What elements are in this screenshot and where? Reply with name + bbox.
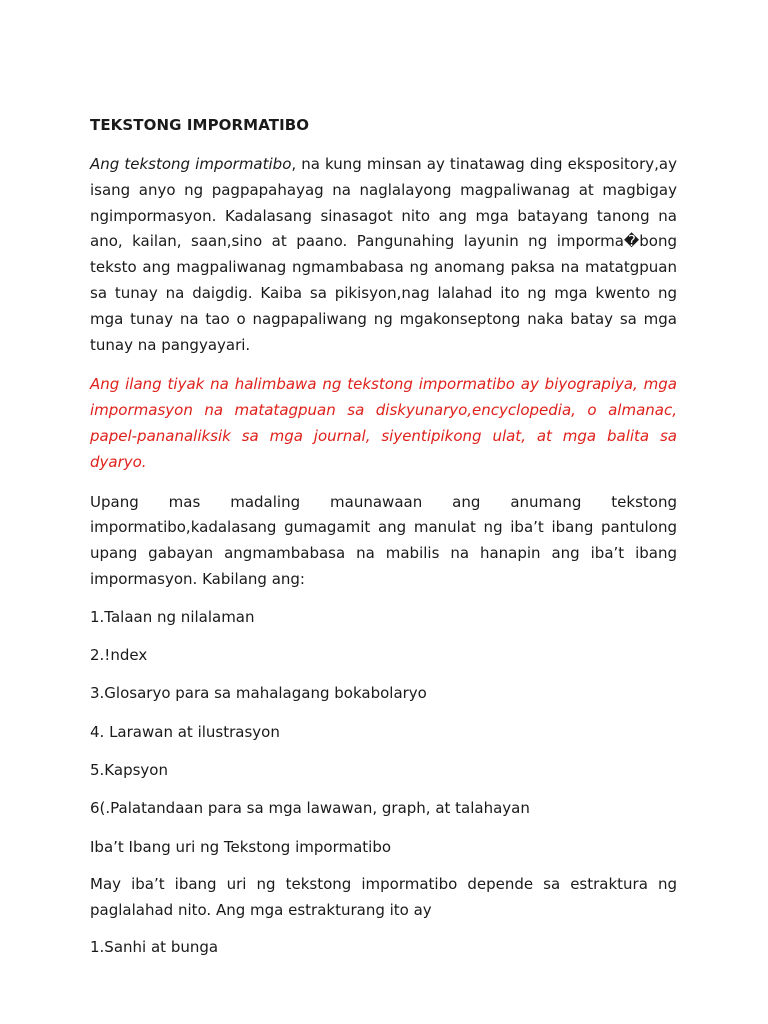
list-item: 6(.Palatandaan para sa mga lawawan, graph, at talahayan (90, 799, 530, 818)
examples-paragraph: Ang ilang tiyak na halimbawa ng tekstong impormatibo ay biyograpiya, mga impormasyon na matatagpuan sa diskyunaryo,encyclopedia, o almanac, papel-pananaliksik sa mga journal, siyentipikong ulat, at mga balita sa dyaryo. (90, 375, 677, 471)
intro-term: Ang tekstong impormatibo (90, 155, 292, 173)
list-item: 5.Kapsyon (90, 760, 168, 779)
list-item: 3.Glosaryo para sa mahalagang bokabolaryo (90, 684, 427, 703)
types-heading: Iba’t Ibang uri ng Tekstong impormatibo (90, 837, 392, 856)
list-item: 1.Talaan ng nilalaman (90, 607, 255, 626)
aids-list (90, 605, 677, 822)
types-list (90, 935, 677, 961)
types-intro-paragraph: May iba’t ibang uri ng tekstong impormatibo depende sa estraktura ng paglalahad nito. Ang mga estrakturang ito ay (90, 875, 677, 920)
intro-paragraph (90, 152, 677, 358)
document-title: TEKSTONG IMPORMATIBO (90, 116, 310, 134)
aids-intro-paragraph: Upang mas madaling maunawaan ang anumang tekstong impormatibo,kadalasang gumagamit ang manulat ng iba’t ibang pantulong upang gabayan angmambabasa na mabilis na hanapin ang iba’t ibang impormasyon. Kabilang ang: (90, 492, 677, 588)
list-item: 2.!ndex (90, 646, 148, 665)
intro-text: , na kung minsan ay tinatawag ding ekspository,ay isang anyo ng pagpapahayag na naglalayong magpaliwanag at magbigay ngimpormasyon. Kadalasang sinasagot nito ang mga batayang tanong na ano, kailan, saan,sino at paano. Pangunahing layunin ng imporma�bong teksto ang magpaliwanag ngmambabasa ng anomang paksa na matatgpuan sa tunay na daigdig. Kaiba sa pikisyon,nag lalahad ito ng mga kwento ng mga tunay na tao o nagpapaliwang ng mgakonseptong naka batay sa mga tunay na pangyayari. (90, 155, 677, 354)
list-item: 1.Sanhi at bunga (90, 937, 219, 956)
document-page (90, 116, 677, 973)
list-item: 4. Larawan at ilustrasyon (90, 722, 280, 741)
